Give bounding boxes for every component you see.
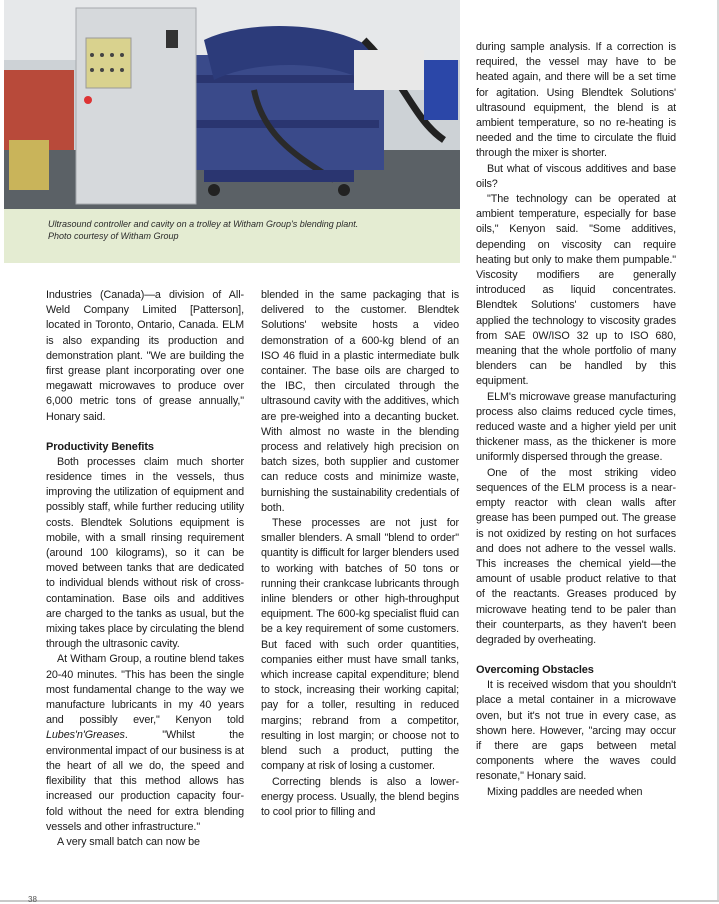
column-1: [46, 288, 244, 850]
paragraph: These processes are not just for smaller blenders. A small "blend to order" quantity is difficult for larger blenders used to working with batches of 50 tons or running their crankcase lubricants through inline blenders or other high-throughput equipment. The 600-kg specialist fluid can be a key requirement of some customers. But faced with such order quantities, companies either must have small tanks, which increase capital expenditure; blend to stock, increasing their working capital; pay for a toller, resulting in reduced margins; rebrand from a competitor, resulting in lost margin; or choose not to blend such a product, putting the company at risk of losing a customer.: [261, 517, 459, 773]
publication-title: Lubes'n'Greases: [46, 729, 125, 742]
text-run: . "Whilst the environmental impact of our business is at the heart of all we do, the speed and flexibility that this method allows has increased our production capacity four-fold without the need for extra blending vessels and other infrastructure.": [46, 729, 244, 833]
ultrasound-trolley-illustration: [4, 0, 460, 209]
paragraph: It is received wisdom that you shouldn't place a metal container in a microwave oven, but it's not true in every case, as shown here. However, "arcing may occur if there are gaps between metal components where the waves could resonate," Honary said.: [476, 679, 676, 783]
section-heading-obstacles: Overcoming Obstacles: [476, 664, 594, 677]
column-2: [261, 288, 459, 820]
paragraph: But what of viscous additives and base oils?: [476, 162, 676, 190]
paragraph: ELM's microwave grease manufacturing process also claims reduced cycle times, reduced waste and a higher yield per unit thickener mass, as the thickener is more uniformly dispersed through the grease.: [476, 390, 676, 464]
paragraph: One of the most striking video sequences of the ELM process is a near-empty reactor with clean walls after grease has been pumped out. The grease is not oxidized by resting on hot surfaces and does not adhere to the vessel walls. This increases the chemical yield—the amount of usable product relative to that of the reactants. Greases produced by microwave heating tend to be paler than their counterparts, as they haven't been degraded by overheating.: [476, 466, 676, 646]
text-run: At Witham Group, a routine blend takes 20-40 minutes. "This has been the single most fundamental change to the way we manufacture lubricants in my 40 years and possibly ever," Kenyon told: [46, 653, 244, 727]
paragraph: [46, 652, 244, 834]
section-heading-productivity: Productivity Benefits: [46, 440, 154, 453]
paragraph: "The technology can be operated at ambient temperature, especially for base oils," Kenyon said. "Some additives, depending on viscosity can require heating but only to make them pumpable." Viscosity modifiers are generally introduced as liquid concentrates. Blendtek Solutions' customers have applied the technology to viscosity grades from SAE 0W/ISO 32 up to ISO 680, meaning that the whole portfolio of many blenders can be handled by this equipment.: [476, 193, 676, 388]
paragraph: Correcting blends is also a lower-energy process. Usually, the blend begins to cool prior to filling and: [261, 775, 459, 818]
equipment-photo: [4, 0, 460, 209]
paragraph: Mixing paddles are needed when: [487, 785, 643, 798]
photo-panel: [4, 0, 460, 263]
paragraph: during sample analysis. If a correction is required, the vessel may have to be heated again, and there will be a set time for agitation. Using Blendtek Solutions' ultrasound equipment, the blend is at ambient temperature, so no re-heating is needed and the time to circulate the fluid through the mixer is shorter.: [476, 41, 676, 160]
column-3: [476, 40, 676, 800]
page-number: 38: [28, 895, 37, 904]
paragraph: Both processes claim much shorter residence times in the vessels, thus improving the utilization of equipment and possibly staff, while further reducing utility costs. Blendtek Solutions equipment is mobile, with a small rinsing requirement (around 100 kilograms), so it can be moved between tanks that are dedicated to individual blends without risk of cross-contamination. Base oils and additives are charged to the tanks as usual, but the mixing takes place by circulating the blend through the ultrasonic cavity.: [46, 455, 244, 651]
caption-line-1: Ultrasound controller and cavity on a trolley at Witham Group's blending plant.: [48, 219, 359, 229]
paragraph: A very small batch can now be: [57, 835, 200, 848]
paragraph: blended in the same packaging that is delivered to the customer. Blendtek Solutions' website hosts a video demonstration of a 600-kg blend of an ISO 46 fluid in a plastic intermediate bulk container. The base oils are charged to the IBC, then circulated through the ultrasound cavity with the additives, which are pre-weighed into a decanting bucket. With almost no waste in the blending process and relatively high precision on batch sizes, both supplier and customer can reduce costs and minimize waste, burnishing the sustainability credentials of both.: [261, 289, 459, 514]
paragraph: Industries (Canada)—a division of All-Weld Company Limited [Patterson], located in Toronto, Ontario, Canada. ELM is also expanding its production and demonstration plant. "We are building the first grease plant incorporating over one megawatt microwaves to produce over 6,000 metric tons of grease annually," Honary said.: [46, 289, 244, 423]
caption-line-2: Photo courtesy of Witham Group: [48, 231, 179, 241]
photo-caption: [48, 218, 448, 242]
